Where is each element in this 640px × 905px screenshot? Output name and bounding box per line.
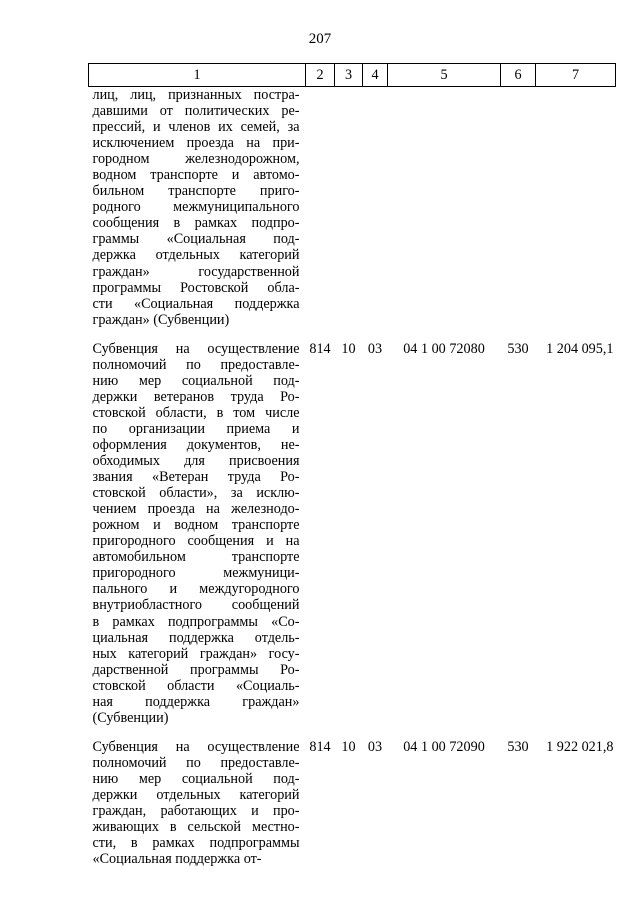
description-line: граждан» (Субвенции) <box>92 311 230 328</box>
row-description <box>89 341 306 726</box>
table-row <box>89 739 616 867</box>
row-spacer <box>89 328 616 341</box>
cell-expense-type <box>501 87 536 328</box>
description-line: нию мер социальной под- <box>92 372 300 389</box>
cell-ministry-code <box>306 87 335 328</box>
table-row <box>89 87 616 328</box>
description-line: в рамках подпрограммы «Со- <box>92 613 300 630</box>
description-line: автомобильном транспорте <box>92 549 300 566</box>
cell-ministry-code: 814 <box>309 340 331 357</box>
row-spacer <box>89 726 616 739</box>
column-header: 1 <box>89 64 306 87</box>
table-header-row <box>89 64 616 87</box>
description-line: нию мер социальной под- <box>92 770 300 787</box>
description-line: стовской области», за исклю- <box>92 485 300 502</box>
description-line: граждан» государственной <box>92 263 300 280</box>
description-line: (Субвенции) <box>92 709 169 726</box>
description-line: пригородного сообщения и на <box>92 533 300 550</box>
description-line: дарственной программы Ро- <box>92 661 300 678</box>
description-line: живающих в сельской местно- <box>92 819 300 836</box>
cell-target-article: 04 1 00 72080 <box>403 340 485 357</box>
cell-section: 10 <box>341 738 356 755</box>
description-line: пального и междугородного <box>92 581 300 598</box>
budget-table <box>88 63 616 867</box>
cell-expense-type: 530 <box>507 738 529 755</box>
description-line: прессий, и членов их семей, за <box>92 119 300 136</box>
description-line: Субвенция на осуществление <box>92 738 300 755</box>
description-line: городном железнодорожном, <box>92 151 300 168</box>
description-line: по организации приема и <box>92 420 300 437</box>
description-line: «Социальная поддержка от- <box>92 851 262 868</box>
description-line: стовской области, в том числе <box>92 404 300 421</box>
description-line: чением проезда на железнодо- <box>92 501 300 518</box>
cell-subsection: 03 <box>367 738 383 755</box>
cell-section <box>335 87 363 328</box>
description-line: родного межмуниципального <box>92 199 300 216</box>
description-line: ных категорий граждан» госу- <box>92 645 300 662</box>
description-line: бильном транспорте приго- <box>92 183 300 200</box>
description-line: держки отдельных категорий <box>92 786 300 803</box>
description-line: пригородного межмуници- <box>92 565 300 582</box>
description-line: ная поддержка граждан» <box>92 693 300 710</box>
description-line: граммы «Социальная под- <box>92 231 300 248</box>
cell-subsection: 03 <box>367 340 383 357</box>
cell-ministry-code: 814 <box>309 738 331 755</box>
cell-target-article: 04 1 00 72090 <box>403 738 485 755</box>
description-line: сообщения в рамках подпро- <box>92 215 300 232</box>
column-header: 5 <box>388 64 501 87</box>
description-line: стовской области «Социаль- <box>92 677 300 694</box>
description-line: давшими от политических ре- <box>92 103 300 120</box>
description-line: полномочий по предоставле- <box>92 356 300 373</box>
description-line: водном транспорте и автомо- <box>92 167 300 184</box>
description-line: обходимых для присвоения <box>92 453 300 470</box>
column-header: 2 <box>306 64 335 87</box>
column-header: 4 <box>363 64 388 87</box>
description-line: сти, в рамках подпрограммы <box>92 835 300 852</box>
description-line: рожном и водном транспорте <box>92 517 300 534</box>
description-line: лиц, лиц, признанных постра- <box>92 87 300 103</box>
description-line: внутриобластного сообщений <box>92 597 300 614</box>
column-header: 7 <box>536 64 616 87</box>
cell-subsection <box>363 87 388 328</box>
column-header: 6 <box>501 64 536 87</box>
description-line: оформления документов, не- <box>92 436 300 453</box>
row-description <box>89 87 306 328</box>
column-header: 3 <box>335 64 363 87</box>
description-line: держки ветеранов труда Ро- <box>92 388 300 405</box>
description-line: программы Ростовской обла- <box>92 279 300 296</box>
row-description <box>89 739 306 867</box>
cell-target-article <box>388 87 501 328</box>
description-line: циальная поддержка отдель- <box>92 629 300 646</box>
cell-expense-type: 530 <box>507 340 529 357</box>
description-line: граждан, работающих и про- <box>92 803 300 820</box>
cell-amount <box>536 87 616 328</box>
page-number: 207 <box>308 31 332 47</box>
description-line: Субвенция на осуществление <box>92 340 300 357</box>
description-line: исключением проезда на при- <box>92 135 300 152</box>
description-line: полномочий по предоставле- <box>92 754 300 771</box>
description-line: держка отдельных категорий <box>92 247 300 264</box>
cell-amount: 1 922 021,8 <box>546 738 614 755</box>
description-line: сти «Социальная поддержка <box>92 295 300 312</box>
table-row <box>89 341 616 726</box>
cell-amount: 1 204 095,1 <box>546 340 614 357</box>
description-line: звания «Ветеран труда Ро- <box>92 469 300 486</box>
cell-section: 10 <box>341 340 356 357</box>
